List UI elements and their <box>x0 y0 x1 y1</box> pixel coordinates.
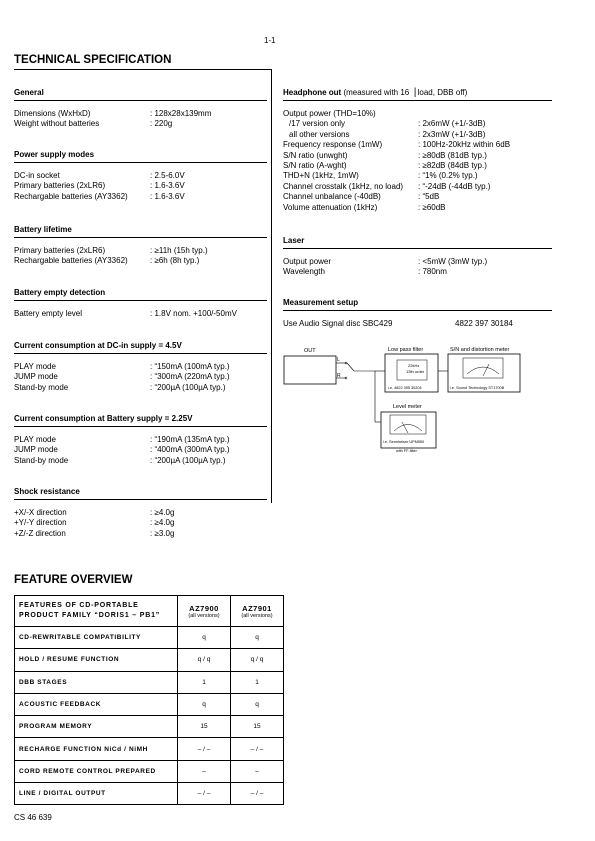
level-meter-caption-2: with FF-filter <box>396 449 417 453</box>
measurement-rule <box>283 310 552 311</box>
spec-value: : 780nm <box>418 267 447 277</box>
sn-meter-caption: i.e. Sound Technology ST1700B <box>450 386 505 390</box>
feature-row <box>15 693 284 715</box>
section-rule <box>14 237 267 238</box>
headphone-rows <box>283 109 552 213</box>
player-box <box>284 356 336 384</box>
feature-table <box>14 595 284 805</box>
spec-value: : ≥60dB <box>418 202 446 212</box>
spec-label: Frequency response (1mW) <box>283 140 383 150</box>
laser-title: Laser <box>283 236 305 245</box>
measurement-diagram <box>280 340 530 460</box>
section-rule <box>14 499 267 500</box>
model-header-az7901 <box>231 596 284 627</box>
laser-section <box>283 235 552 278</box>
headphone-rule <box>283 100 552 101</box>
spec-value: : ≥82dB (84dB typ.) <box>418 160 487 170</box>
spec-row <box>283 140 552 150</box>
feature-value-az7901: 1 <box>231 671 284 693</box>
feature-row <box>15 738 284 760</box>
laser-rows <box>283 257 552 278</box>
spec-section <box>14 340 267 393</box>
sn-meter-dial-icon <box>463 358 503 378</box>
feature-name: ACOUSTIC FEEDBACK <box>15 693 178 715</box>
column-divider <box>271 69 272 503</box>
spec-label: Battery empty level <box>14 309 83 318</box>
spec-label: JUMP mode <box>14 445 58 455</box>
lpf-caption: i.e. 4822 395 30204 <box>388 386 422 390</box>
feature-header-line-2: PRODUCT FAMILY “DORIS1 – PB1” <box>19 612 161 619</box>
spec-row <box>14 383 267 393</box>
spec-value: : “300mA (220mA typ.) <box>150 372 230 382</box>
level-meter-title: Level meter <box>393 404 422 410</box>
spec-section <box>14 413 267 466</box>
spec-row <box>283 109 552 119</box>
spec-row <box>283 182 552 192</box>
spec-value: : <5mW (3mW typ.) <box>418 257 488 266</box>
feature-value-az7901: – / – <box>231 783 284 805</box>
page-number: 1-1 <box>264 36 276 45</box>
spec-row <box>14 171 267 181</box>
title-rule <box>14 69 271 70</box>
headphone-title-rest: (measured with 16▕ load, DBB off) <box>341 88 468 97</box>
spec-row <box>283 130 552 140</box>
model-sub: (all versions) <box>241 612 273 619</box>
spec-value: : 2x3mW (+1/-3dB) <box>418 129 486 139</box>
spec-label: Output power <box>283 257 332 266</box>
section-rule <box>14 353 267 354</box>
feature-value-az7900: q / q <box>178 649 231 671</box>
lpf-inner-2: 13th order <box>406 369 425 374</box>
spec-value: : ≥6h (8h typ.) <box>150 256 200 266</box>
spec-section <box>14 486 267 539</box>
model-sub: (all versions) <box>188 612 220 619</box>
spec-label: Weight without batteries <box>14 119 100 129</box>
feature-value-az7900: q <box>178 693 231 715</box>
feature-name: CORD REMOTE CONTROL PREPARED <box>15 760 178 782</box>
model-header-az7900 <box>178 596 231 627</box>
feature-header-line-1: FEATURES OF CD-PORTABLE <box>19 602 139 609</box>
footer-code: CS 46 639 <box>14 813 52 822</box>
feature-value-az7900: 15 <box>178 716 231 738</box>
level-meter-caption-1: i.e. Sennheiser UPM550 <box>383 440 425 444</box>
spec-section <box>14 287 267 319</box>
feature-row <box>15 627 284 649</box>
section-rule <box>14 162 267 163</box>
feature-value-az7901: q <box>231 693 284 715</box>
lpf-title: Low pass filter <box>388 347 424 353</box>
spec-section <box>14 224 267 267</box>
spec-row <box>283 151 552 161</box>
spec-label: Wavelength <box>283 267 325 277</box>
feature-row <box>15 671 284 693</box>
feature-row <box>15 783 284 805</box>
section-rule <box>14 300 267 301</box>
feature-value-az7901: – / – <box>231 738 284 760</box>
spec-label: Primary batteries (2xLR6) <box>14 181 106 191</box>
spec-row <box>14 246 267 256</box>
feature-name: PROGRAM MEMORY <box>15 716 178 738</box>
lpf-inner-1: 22kHz <box>408 363 420 368</box>
feature-value-az7901: 15 <box>231 716 284 738</box>
spec-label: JUMP mode <box>14 372 58 382</box>
sn-meter-title: S/N and distortion meter <box>450 347 510 353</box>
spec-label: Rechargable batteries (AY3362) <box>14 191 128 201</box>
spec-row <box>283 257 552 267</box>
section-title: Current consumption at DC-in supply = 4.5V <box>14 341 182 350</box>
spec-row <box>14 362 267 372</box>
spec-label: Primary batteries (2xLR6) <box>14 246 106 255</box>
feature-value-az7900: – <box>178 760 231 782</box>
spec-value: : ≥4.0g <box>150 518 175 528</box>
spec-row <box>14 119 267 129</box>
spec-value: : “-24dB (-44dB typ.) <box>418 181 491 191</box>
spec-label: Stand-by mode <box>14 382 69 392</box>
spec-label: PLAY mode <box>14 435 56 444</box>
spec-value: : ≥80dB (81dB typ.) <box>418 150 487 160</box>
spec-row <box>14 445 267 455</box>
feature-header-cell <box>15 596 178 627</box>
feature-value-az7900: – / – <box>178 738 231 760</box>
feature-table-header <box>15 596 284 627</box>
feature-name: LINE / DIGITAL OUTPUT <box>15 783 178 805</box>
spec-label: Channel unbalance (-40dB) <box>283 192 381 202</box>
measurement-title: Measurement setup <box>283 298 359 307</box>
section-title: Power supply modes <box>14 150 95 159</box>
section-rule <box>14 100 267 101</box>
section-title: General <box>14 88 44 97</box>
spec-label: all other versions <box>289 129 350 139</box>
disc-row <box>283 319 552 329</box>
feature-overview-title: FEATURE OVERVIEW <box>14 574 133 586</box>
feature-value-az7901: – <box>231 760 284 782</box>
spec-row <box>283 192 552 202</box>
feature-row <box>15 760 284 782</box>
l-label: L <box>337 357 340 363</box>
spec-row <box>14 109 267 119</box>
spec-label: +Z/-Z direction <box>14 528 66 538</box>
feature-value-az7900: q <box>178 627 231 649</box>
spec-row <box>14 508 267 518</box>
out-label: OUT <box>304 348 316 354</box>
spec-row <box>14 456 267 466</box>
spec-label: +X/-X direction <box>14 508 67 517</box>
spec-label: Volume attenuation (1kHz) <box>283 202 378 212</box>
spec-row <box>14 518 267 528</box>
spec-label: PLAY mode <box>14 362 56 371</box>
feature-name: CD-REWRITABLE COMPATIBILITY <box>15 627 178 649</box>
laser-rule <box>283 248 552 249</box>
model-name: AZ7900 <box>189 603 219 613</box>
spec-row <box>283 267 552 277</box>
spec-value: : 2x6mW (+1/-3dB) <box>418 119 486 129</box>
feature-value-az7900: – / – <box>178 783 231 805</box>
feature-row <box>15 649 284 671</box>
spec-value: : “200µA (100µA typ.) <box>150 382 226 392</box>
r-label: R <box>337 373 341 379</box>
spec-value: : “1% (0.2% typ.) <box>418 171 478 181</box>
feature-value-az7901: q <box>231 627 284 649</box>
section-title: Battery empty detection <box>14 288 106 297</box>
spec-row <box>14 256 267 266</box>
spec-label: S/N ratio (unwght) <box>283 150 348 160</box>
headphone-title <box>283 87 552 99</box>
spec-label: DC-in socket <box>14 171 60 180</box>
section-title: Shock resistance <box>14 487 80 496</box>
spec-row <box>283 171 552 181</box>
spec-value: : ≥11h (15h typ.) <box>150 246 208 255</box>
feature-value-az7901: q / q <box>231 649 284 671</box>
feature-name: DBB STAGES <box>15 671 178 693</box>
spec-row <box>14 372 267 382</box>
spec-section <box>14 149 267 202</box>
switch-lever <box>347 363 354 371</box>
feature-name: RECHARGE FUNCTION NiCd / NiMH <box>15 738 178 760</box>
headphone-section <box>283 87 552 213</box>
spec-value: : “400mA (300mA typ.) <box>150 445 230 455</box>
headphone-title-bold: Headphone out <box>283 88 342 97</box>
spec-row <box>14 435 267 445</box>
spec-value: : 128x28x139mm <box>150 109 212 118</box>
spec-value: : “5dB <box>418 192 440 202</box>
feature-name: HOLD / RESUME FUNCTION <box>15 649 178 671</box>
spec-value: : 220g <box>150 119 173 129</box>
spec-label: Stand-by mode <box>14 455 69 465</box>
spec-value: : 1.8V nom. +100/-50mV <box>150 309 237 318</box>
disc-code: 4822 397 30184 <box>455 319 513 328</box>
spec-row <box>283 203 552 213</box>
spec-value: : 100Hz-20kHz within 6dB <box>418 140 511 150</box>
spec-label: S/N ratio (A-wght) <box>283 160 347 170</box>
spec-label: +Y/-Y direction <box>14 518 67 528</box>
spec-label: THD+N (1kHz, 1mW) <box>283 171 359 181</box>
spec-value: : ≥4.0g <box>150 508 175 517</box>
measurement-section <box>283 297 552 329</box>
spec-label: Dimensions (WxHxD) <box>14 109 91 118</box>
spec-value: : “150mA (100mA typ.) <box>150 362 230 371</box>
page-title: TECHNICAL SPECIFICATION <box>14 54 172 66</box>
spec-label: Channel crosstalk (1kHz, no load) <box>283 181 404 191</box>
spec-value: : ≥3.0g <box>150 528 175 538</box>
spec-value: : 1.6-3.6V <box>150 191 185 201</box>
section-title: Battery lifetime <box>14 225 72 234</box>
spec-value: : 2.5-6.0V <box>150 171 185 180</box>
feature-row <box>15 716 284 738</box>
spec-row <box>14 309 267 319</box>
model-name: AZ7901 <box>242 603 272 613</box>
spec-row <box>283 119 552 129</box>
spec-row <box>283 161 552 171</box>
spec-section <box>14 87 267 130</box>
spec-value: : “200µA (100µA typ.) <box>150 455 226 465</box>
spec-label: Output power (THD=10%) <box>283 109 376 118</box>
spec-row <box>14 181 267 191</box>
spec-row <box>14 192 267 202</box>
spec-value: : “190mA (135mA typ.) <box>150 435 230 444</box>
section-rule <box>14 426 267 427</box>
spec-label: Rechargable batteries (AY3362) <box>14 256 128 266</box>
disc-label: Use Audio Signal disc SBC429 <box>283 319 393 328</box>
spec-row <box>14 529 267 539</box>
feature-value-az7900: 1 <box>178 671 231 693</box>
section-title: Current consumption at Battery supply = 2.25V <box>14 414 193 423</box>
spec-value: : 1.6-3.6V <box>150 181 185 191</box>
spec-label: /17 version only <box>289 119 346 129</box>
